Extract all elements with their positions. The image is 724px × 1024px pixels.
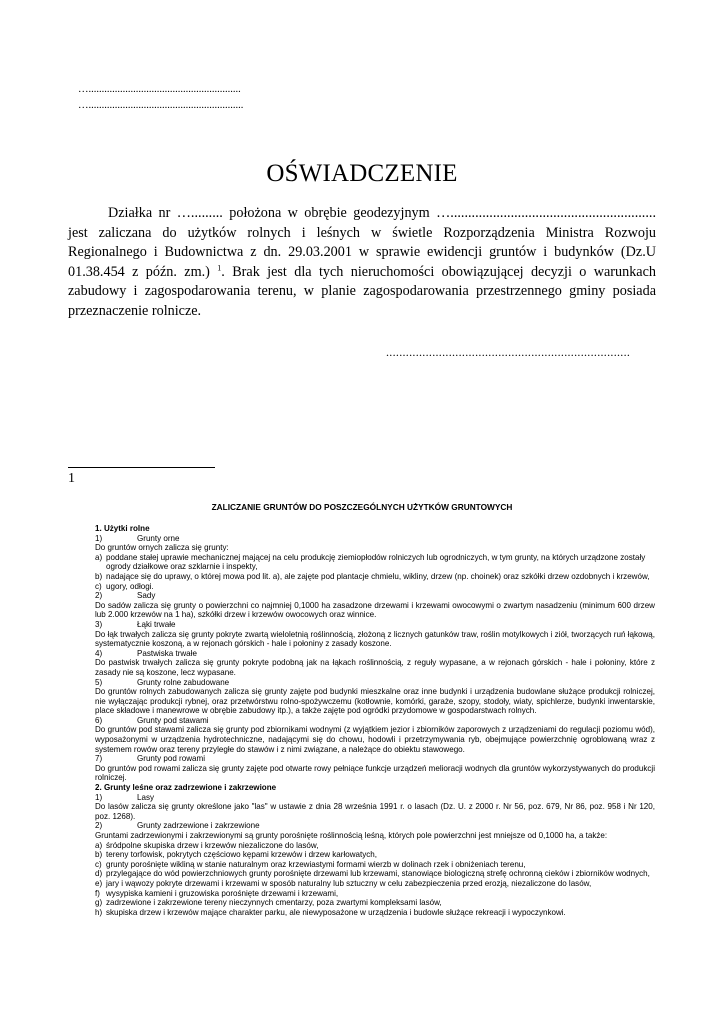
address-line-2: …........................................................... <box>78 100 244 111</box>
footnote-heading: ZALICZANIE GRUNTÓW DO POSZCZEGÓLNYCH UŻYTKÓW GRUNTOWYCH <box>211 502 513 512</box>
subsection-heading <box>95 754 655 764</box>
subsection-title: Grunty zadrzewione i zakrzewione <box>137 821 260 831</box>
list-item <box>95 841 655 851</box>
subsection-intro: Do gruntów ornych zalicza się grunty: <box>95 543 229 553</box>
list-item <box>95 879 655 889</box>
list-item-label: c) <box>95 581 102 591</box>
subsection-text: Do łąk trwałych zalicza się grunty pokryte zwartą wieloletnią roślinnością, złożoną z licznych gatunków traw, roślin motylkowych i ziół, tworzących ruń łąkową, systematycznie koszoną, a w rejonach górskich - hale i połoniny z zasady koszone. <box>95 629 655 649</box>
subsection-number: 7) <box>95 754 103 764</box>
list-item <box>95 908 655 918</box>
subsection-text: Do sadów zalicza się grunty o powierzchni co najmniej 0,1000 ha zasadzone drzewami i krzewami owocowymi o zwartym nasadzeniu (minimum 600 drzew lub 2.000 krzewów na 1 ha), szkółki drzew i krzewów owocowych oraz winnice. <box>95 600 655 620</box>
subsection-title: Grunty pod stawami <box>137 715 209 725</box>
subsection-title: Lasy <box>137 792 154 802</box>
list-item-text: przylegające do wód powierzchniowych grunty porośnięte drzewami lub krzewami, stanowiące biologiczną strefę ochronną cieków i zbiorników wodnych, <box>106 869 650 879</box>
subsection-text: Do gruntów pod stawami zalicza się grunty pod zbiornikami wodnymi (z wyjątkiem jezior i zbiorników zaporowych z urządzeniami do regulacji poziomu wód), wyposażonymi w urządzenia hydrotechniczne, nadającymi się do chowu, hodowli i przetrzymywania ryb, obejmujące powierzchnię ogroblowaną wraz z systemem rowów oraz tereny przyległe do stawów i z nimi związane, a należące do obiektu stawowego. <box>95 725 655 754</box>
list-item-label: a) <box>95 840 103 850</box>
list-item <box>95 572 655 582</box>
footnote-reference: 1 <box>217 263 222 273</box>
subsection-number: 3) <box>95 619 103 629</box>
list-item <box>95 869 655 879</box>
subsection-number: 1) <box>95 533 103 543</box>
subsection-number: 6) <box>95 715 103 725</box>
list-item-text: poddane stałej uprawie mechanicznej mającej na celu produkcję ziemiopłodów rolniczych lub ogrodniczych, w tym grunty, na których urządzone zostały ogrody działkowe oraz szklarnie i inspekty, <box>106 552 646 572</box>
list-item <box>95 898 655 908</box>
subsection-title: Grunty orne <box>137 533 180 543</box>
footnote-number: 1 <box>68 471 75 486</box>
subsection-title: Pastwiska trwałe <box>137 648 197 658</box>
address-line-1: ….......................................................... <box>78 84 241 95</box>
list-item <box>95 889 655 899</box>
list-item-text: jary i wąwozy pokryte drzewami i krzewami w sposób naturalny lub sztuczny w celu zabezpieczenia przed erozją, niezaliczone do lasów, <box>106 878 592 888</box>
section-1-title: 1. Użytki rolne <box>95 524 150 533</box>
subsection-heading <box>95 620 655 630</box>
subsection-heading <box>95 534 655 544</box>
subsection-number: 5) <box>95 677 103 687</box>
subsection-title: Sady <box>137 591 156 601</box>
subsection-text: Do gruntów pod rowami zalicza się grunty zajęte pod otwarte rowy pełniące funkcje urządzeń melioracji wodnych dla gruntów wykorzystywanych do produkcji rolniczej. <box>95 763 655 783</box>
subsection-text: Do gruntów rolnych zabudowanych zalicza się grunty zajęte pod budynki mieszkalne oraz inne budynki i urządzenia budowlane służące produkcji rolniczej, nie wyłączając produkcji rybnej, oraz przetwórstwu rolno-spożywczemu (kotłownie, komórki, garaże, szopy, stodoły, wiaty, spichlerze, budynki inwentarskie, place składowe i manewrowe w obrębie zabudowy itp.), a także zajęte pod ogródki przydomowe w gospodarstwach rolnych. <box>95 687 655 716</box>
footnote-content <box>95 524 655 917</box>
statement-text-part-2: . Brak jest dla tych nieruchomości obowiązującej decyzji o warunkach zabudowy i zagospodarowania terenu, w planie zagospodarowania przestrzennego gminy posiada przeznaczenie rolnicze. <box>68 263 656 319</box>
statement-body <box>68 204 656 322</box>
list-item-label: b) <box>95 850 103 860</box>
document-title: OŚWIADCZENIE <box>266 160 458 187</box>
list-item-text: wysypiska kamieni i gruzowiska porośnięte drzewami i krzewami, <box>106 888 339 898</box>
footnote-separator <box>68 467 215 468</box>
list-item <box>95 860 655 870</box>
list-item-text: skupiska drzew i krzewów mające charakter parku, ale niewyposażone w urządzenia i budowle służące rekreacji i wypoczynkowi. <box>106 907 566 917</box>
subsection-heading <box>95 591 655 601</box>
subsection-number: 2) <box>95 821 103 831</box>
list-item-text: grunty porośnięte wikliną w stanie naturalnym oraz krzewiastymi formami wierzb w dolinach rzek i obniżeniach terenu, <box>106 859 526 869</box>
list-item-text: zadrzewione i zakrzewione tereny nieczynnych cmentarzy, poza zwartymi kompleksami lasów, <box>106 898 442 908</box>
subsection-text: Do lasów zalicza się grunty określone jako "las" w ustawie z dnia 28 września 1991 r. o lasach (Dz. U. z 2000 r. Nr 56, poz. 679, Nr 86, poz. 958 i Nr 120, poz. 1268). <box>95 802 655 821</box>
list-item-text: nadające się do uprawy, o której mowa pod lit. a), ale zajęte pod plantacje chmielu, wikliny, drzew (np. choinek) oraz szkółki drzew ozdobnych i krzewów, <box>106 571 650 581</box>
list-item-label: d) <box>95 869 103 879</box>
subsection-number: 2) <box>95 591 103 601</box>
list-item-label: h) <box>95 907 103 917</box>
list-item-label: b) <box>95 571 103 581</box>
subsection-heading <box>95 716 655 726</box>
subsection-number: 4) <box>95 648 103 658</box>
list-item-label: c) <box>95 859 102 869</box>
subsection-intro: Gruntami zadrzewionymi i zakrzewionymi są grunty porośnięte roślinnością leśną, których pole powierzchni jest mniejsze od 0,1000 ha, a także: <box>95 831 608 840</box>
subsection-heading <box>95 793 655 803</box>
subsection-title: Łąki trwałe <box>137 619 176 629</box>
subsection-title: Grunty pod rowami <box>137 754 205 764</box>
list-item <box>95 582 655 592</box>
subsection-heading <box>95 678 655 688</box>
list-item-text: ugory, odłogi. <box>106 581 154 591</box>
list-item-label: a) <box>95 552 103 562</box>
list-item-text: tereny torfowisk, pokrytych częściowo kępami krzewów i drzew karłowatych, <box>106 850 378 860</box>
list-item <box>95 850 655 860</box>
list-item <box>95 553 655 572</box>
list-item-label: e) <box>95 878 103 888</box>
section-2-title: 2. Grunty leśne oraz zadrzewione i zakrzewione <box>95 783 277 793</box>
signature-line: .......................................................................... <box>386 345 631 359</box>
subsection-number: 1) <box>95 792 103 802</box>
list-item-label: g) <box>95 898 103 908</box>
list-item-text: śródpolne skupiska drzew i krzewów niezaliczone do lasów, <box>106 840 319 850</box>
subsection-heading <box>95 821 655 831</box>
subsection-title: Grunty rolne zabudowane <box>137 677 230 687</box>
subsection-text: Do pastwisk trwałych zalicza się grunty pokryte podobną jak na łąkach roślinnością, z reguły wypasane, a w rejonach górskich - hale i połoniny, które z zasady nie są koszone, lecz wypasane. <box>95 658 655 677</box>
statement-text-part-1: Działka nr …......... położona w obrębie geodezyjnym ….......................................................... jest zaliczana do użytków rolnych i leśnych w świetle Rozporządzenia Ministra Rozwoju Regionalnego i Budownictwa z dn. 29.03.2001 w sprawie ewidencji gruntów i budynków (Dz.U 01.38.454 z późn. zm.) <box>68 205 656 280</box>
list-item-label: f) <box>95 888 100 898</box>
subsection-heading <box>95 649 655 659</box>
